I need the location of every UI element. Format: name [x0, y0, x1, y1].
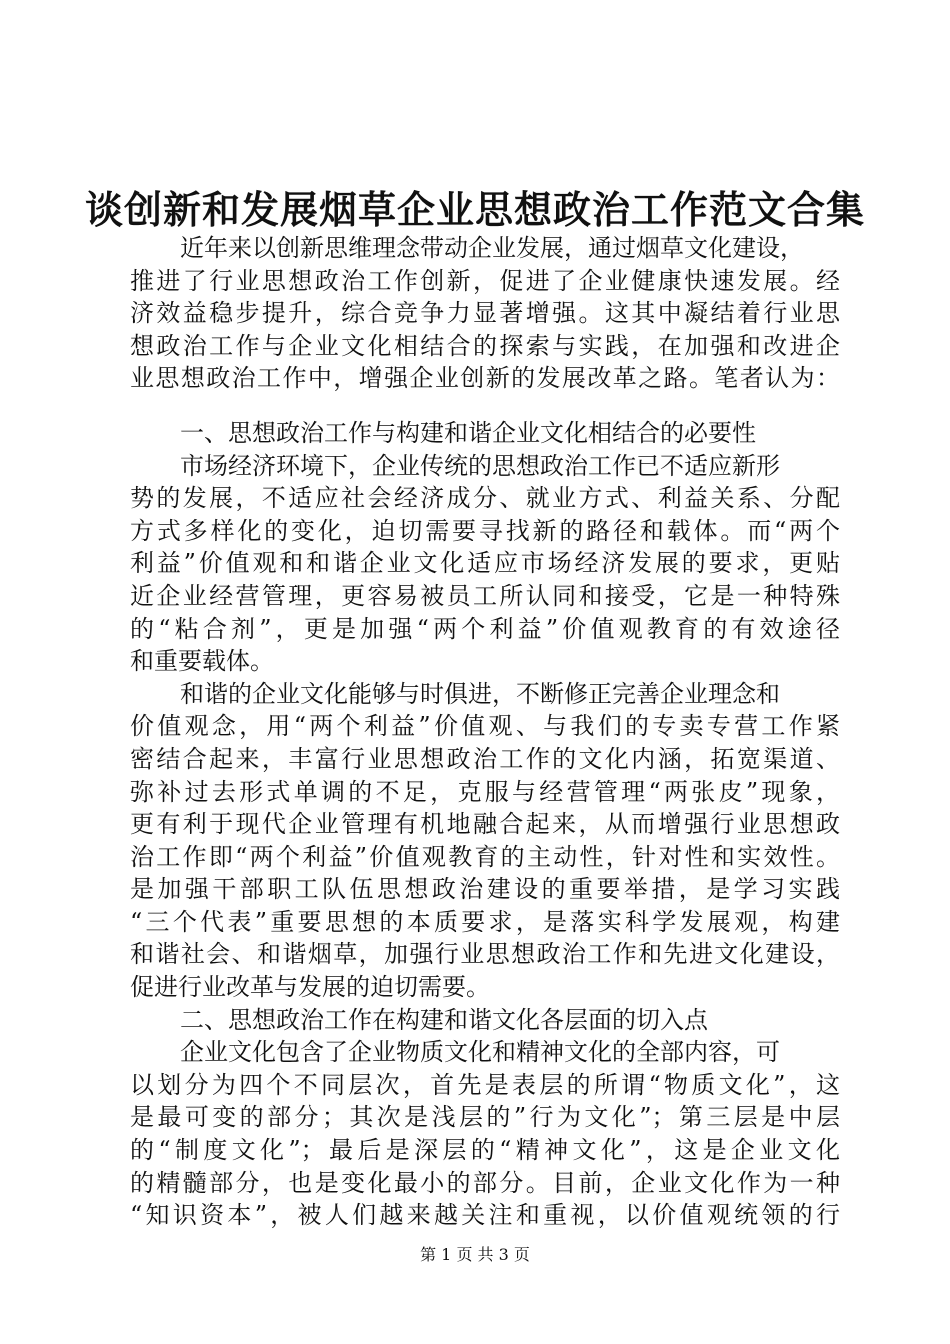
paragraph-line: 是最可变的部分；其次是浅层的”行为文化”；第三层是中层: [130, 1103, 840, 1132]
paragraph-line: 企业文化包含了企业物质文化和精神文化的全部内容，可: [180, 1038, 780, 1067]
paragraph-line: “三个代表”重要思想的本质要求，是落实科学发展观，构建: [130, 907, 840, 936]
paragraph-line: 想政治工作与企业文化相结合的探索与实践，在加强和改进企: [130, 331, 840, 360]
paragraph-line: 的“粘合剂”，更是加强“两个利益”价值观教育的有效途径: [130, 614, 840, 643]
paragraph-line: 以划分为四个不同层次，首先是表层的所谓“物质文化”，这: [130, 1070, 840, 1099]
paragraph-line: 济效益稳步提升，综合竞争力显著增强。这其中凝结着行业思: [130, 299, 840, 328]
paragraph-line: 和重要载体。: [130, 647, 274, 676]
paragraph-line: 和谐的企业文化能够与时俱进，不断修正完善企业理念和: [180, 679, 780, 708]
paragraph-line: 促进行业改革与发展的迫切需要。: [130, 973, 490, 1002]
paragraph-line: 价值观念，用“两个利益”价值观、与我们的专卖专营工作紧: [130, 712, 840, 741]
document-title: 谈创新和发展烟草企业思想政治工作范文合集: [84, 188, 865, 232]
paragraph-line: 近企业经营管理，更容易被员工所认同和接受，它是一种特殊: [130, 581, 840, 610]
paragraph-line: “知识资本”，被人们越来越关注和重视，以价值观统领的行: [130, 1201, 840, 1230]
paragraph-line: 和谐社会、和谐烟草，加强行业思想政治工作和先进文化建设，: [130, 940, 840, 969]
document-body: [130, 232, 840, 1232]
paragraph-line: 治工作即“两个利益”价值观教育的主动性，针对性和实效性。: [130, 842, 840, 871]
paragraph-line: 势的发展，不适应社会经济成分、就业方式、利益关系、分配: [130, 484, 840, 513]
section-heading-1: 一、思想政治工作与构建和谐企业文化相结合的必要性: [180, 418, 756, 447]
paragraph-gap: [130, 395, 840, 417]
paragraph-line: 市场经济环境下，企业传统的思想政治工作已不适应新形: [180, 451, 780, 480]
paragraph-line: 的“制度文化”；最后是深层的“精神文化”，这是企业文化: [130, 1136, 840, 1165]
paragraph-line: 利益”价值观和和谐企业文化适应市场经济发展的要求，更贴: [130, 549, 840, 578]
paragraph-line: 弥补过去形式单调的不足，克服与经营管理“两张皮”现象，: [130, 777, 840, 806]
section-heading-2: 二、思想政治工作在构建和谐文化各层面的切入点: [180, 1005, 708, 1034]
paragraph-line: 密结合起来，丰富行业思想政治工作的文化内涵，拓宽渠道、: [130, 744, 840, 773]
paragraph-line: 的精髓部分，也是变化最小的部分。目前，企业文化作为一种: [130, 1168, 840, 1197]
paragraph-line: 近年来以创新思维理念带动企业发展，通过烟草文化建设，: [180, 234, 804, 262]
paragraph-line: 业思想政治工作中，增强企业创新的发展改革之路。笔者认为：: [130, 364, 840, 393]
paragraph-line: 是加强干部职工队伍思想政治建设的重要举措，是学习实践: [130, 875, 840, 904]
paragraph-line: 推进了行业思想政治工作创新，促进了企业健康快速发展。经: [130, 266, 840, 295]
paragraph-line: 方式多样化的变化，迫切需要寻找新的路径和载体。而“两个: [130, 516, 840, 545]
paragraph-line: 更有利于现代企业管理有机地融合起来，从而增强行业思想政: [130, 810, 840, 839]
page-footer: 第 1 页 共 3 页: [420, 1245, 530, 1264]
